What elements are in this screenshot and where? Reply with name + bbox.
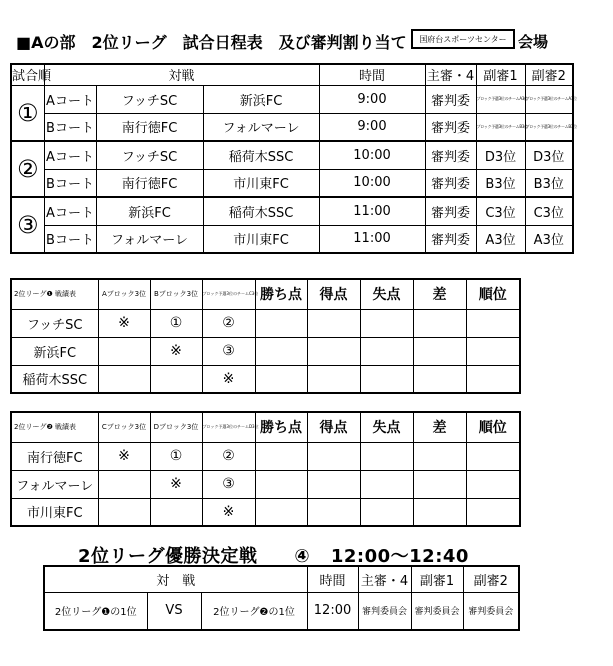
cell: ③ bbox=[202, 470, 255, 498]
venue-box: 国府台スポーツセンター bbox=[411, 29, 515, 49]
league1-table bbox=[10, 278, 521, 394]
team1: 南行徳FC bbox=[96, 113, 203, 141]
league1-label: 2位リーグ❶ 戦績表 bbox=[11, 279, 98, 309]
team-name: 稲荷木SSC bbox=[11, 365, 98, 393]
league2-label: 2位リーグ❷ 戦績表 bbox=[11, 412, 98, 442]
stat-points: 勝ち点 bbox=[255, 279, 307, 309]
team-name: フッチSC bbox=[11, 309, 98, 337]
cell: ※ bbox=[202, 365, 255, 393]
col-ref2: 副審2 bbox=[525, 64, 573, 85]
league2-col-d: Dブロック3位 bbox=[150, 412, 202, 442]
time: 9:00 bbox=[319, 113, 425, 141]
final-round: ④ bbox=[294, 546, 311, 567]
col-ref1: 副審1 bbox=[476, 64, 525, 85]
round-number: ① bbox=[11, 85, 44, 141]
ref1: ブロック予選3位のチームB3位 bbox=[476, 113, 525, 141]
final-main-ref: 審判委員会 bbox=[358, 592, 411, 630]
team1: 南行徳FC bbox=[96, 169, 203, 197]
schedule-row bbox=[11, 225, 573, 253]
time: 11:00 bbox=[319, 197, 425, 225]
cell: ② bbox=[202, 442, 255, 470]
team2: 市川東FC bbox=[203, 169, 319, 197]
league1-col-b: Bブロック3位 bbox=[150, 279, 202, 309]
ref2: C3位 bbox=[525, 197, 573, 225]
stat-goals-against: 失点 bbox=[360, 412, 413, 442]
league2-col-x: ブロック予選3位のチームD3位 bbox=[202, 412, 255, 442]
court: Aコート bbox=[44, 197, 96, 225]
cell bbox=[150, 498, 202, 526]
cell: ※ bbox=[98, 309, 150, 337]
cell: ① bbox=[150, 309, 202, 337]
stat-points: 勝ち点 bbox=[255, 412, 307, 442]
final-team1: 2位リーグ❶の1位 bbox=[44, 592, 147, 630]
team2: 稲荷木SSC bbox=[203, 141, 319, 169]
schedule-row bbox=[11, 141, 573, 169]
final-vs: VS bbox=[147, 592, 201, 630]
table-row bbox=[11, 309, 520, 337]
team2: 稲荷木SSC bbox=[203, 197, 319, 225]
schedule-row bbox=[11, 85, 573, 113]
time: 11:00 bbox=[319, 225, 425, 253]
final-col-main-ref: 主審・4 bbox=[358, 566, 411, 592]
final-col-ref1: 副審1 bbox=[411, 566, 463, 592]
ref1: D3位 bbox=[476, 141, 525, 169]
table-row bbox=[11, 442, 520, 470]
ref1: B3位 bbox=[476, 169, 525, 197]
schedule-row bbox=[11, 113, 573, 141]
ref2: ブロック予選3位のチームB3位 bbox=[525, 113, 573, 141]
team2: 新浜FC bbox=[203, 85, 319, 113]
cell bbox=[150, 365, 202, 393]
final-time-range: 12:00〜12:40 bbox=[330, 546, 469, 567]
cell: ※ bbox=[202, 498, 255, 526]
final-col-ref2: 副審2 bbox=[463, 566, 519, 592]
stat-goals-against: 失点 bbox=[360, 279, 413, 309]
ref1: ブロック予選3位のチームA3位 bbox=[476, 85, 525, 113]
table-row bbox=[11, 470, 520, 498]
table-row bbox=[11, 337, 520, 365]
main-ref: 審判委 bbox=[425, 197, 476, 225]
round-number: ② bbox=[11, 141, 44, 197]
ref1: A3位 bbox=[476, 225, 525, 253]
league2-table bbox=[10, 411, 521, 527]
stat-goals-for: 得点 bbox=[307, 279, 360, 309]
court: Bコート bbox=[44, 169, 96, 197]
main-ref: 審判委 bbox=[425, 113, 476, 141]
team2: 市川東FC bbox=[203, 225, 319, 253]
court: Bコート bbox=[44, 113, 96, 141]
final-ref1: 審判委員会 bbox=[411, 592, 463, 630]
final-ref2: 審判委員会 bbox=[463, 592, 519, 630]
court: Bコート bbox=[44, 225, 96, 253]
team1: 新浜FC bbox=[96, 197, 203, 225]
cell: ② bbox=[202, 309, 255, 337]
col-order: 試合順 bbox=[11, 64, 44, 85]
final-team2: 2位リーグ❷の1位 bbox=[201, 592, 307, 630]
league2-col-c: Cブロック3位 bbox=[98, 412, 150, 442]
court: Aコート bbox=[44, 141, 96, 169]
ref2: B3位 bbox=[525, 169, 573, 197]
stat-rank: 順位 bbox=[466, 412, 520, 442]
main-ref: 審判委 bbox=[425, 169, 476, 197]
col-main-ref: 主審・4 bbox=[425, 64, 476, 85]
cell: ※ bbox=[150, 470, 202, 498]
team1: フッチSC bbox=[96, 85, 203, 113]
time: 9:00 bbox=[319, 85, 425, 113]
ref2: A3位 bbox=[525, 225, 573, 253]
main-ref: 審判委 bbox=[425, 225, 476, 253]
stat-rank: 順位 bbox=[466, 279, 520, 309]
cell: ※ bbox=[98, 442, 150, 470]
stat-difference: 差 bbox=[413, 412, 466, 442]
team1: フッチSC bbox=[96, 141, 203, 169]
time: 10:00 bbox=[319, 169, 425, 197]
ref1: C3位 bbox=[476, 197, 525, 225]
cell: ① bbox=[150, 442, 202, 470]
schedule-row bbox=[11, 197, 573, 225]
main-ref: 審判委 bbox=[425, 85, 476, 113]
court: Aコート bbox=[44, 85, 96, 113]
final-col-time: 時間 bbox=[307, 566, 358, 592]
cell bbox=[98, 365, 150, 393]
venue-suffix: 会場 bbox=[518, 33, 549, 51]
round-number: ③ bbox=[11, 197, 44, 253]
final-time: 12:00 bbox=[307, 592, 358, 630]
team-name: 新浜FC bbox=[11, 337, 98, 365]
schedule-table bbox=[10, 63, 577, 254]
final-row bbox=[44, 592, 519, 630]
table-row bbox=[11, 498, 520, 526]
stat-goals-for: 得点 bbox=[307, 412, 360, 442]
cell bbox=[98, 337, 150, 365]
schedule-row bbox=[11, 169, 573, 197]
league1-col-c: ブロック予選3位のチームC3位 bbox=[202, 279, 255, 309]
final-table bbox=[43, 565, 520, 631]
col-match: 対戦 bbox=[44, 64, 319, 85]
team-name: 南行徳FC bbox=[11, 442, 98, 470]
ref2: D3位 bbox=[525, 141, 573, 169]
team-name: 市川東FC bbox=[11, 498, 98, 526]
final-title: 2位リーグ優勝決定戦 bbox=[78, 546, 258, 567]
cell bbox=[98, 470, 150, 498]
table-row bbox=[11, 365, 520, 393]
team1: フォルマーレ bbox=[96, 225, 203, 253]
team2: フォルマーレ bbox=[203, 113, 319, 141]
main-ref: 審判委 bbox=[425, 141, 476, 169]
stat-difference: 差 bbox=[413, 279, 466, 309]
col-time: 時間 bbox=[319, 64, 425, 85]
ref2: ブロック予選3位のチームA3位 bbox=[525, 85, 573, 113]
cell: ③ bbox=[202, 337, 255, 365]
cell: ※ bbox=[150, 337, 202, 365]
cell bbox=[98, 498, 150, 526]
team-name: フォルマーレ bbox=[11, 470, 98, 498]
league1-col-a: Aブロック3位 bbox=[98, 279, 150, 309]
final-col-match: 対 戦 bbox=[44, 566, 307, 592]
page-title: ■Aの部 2位リーグ 試合日程表 及び審判割り当て bbox=[16, 33, 407, 52]
time: 10:00 bbox=[319, 141, 425, 169]
